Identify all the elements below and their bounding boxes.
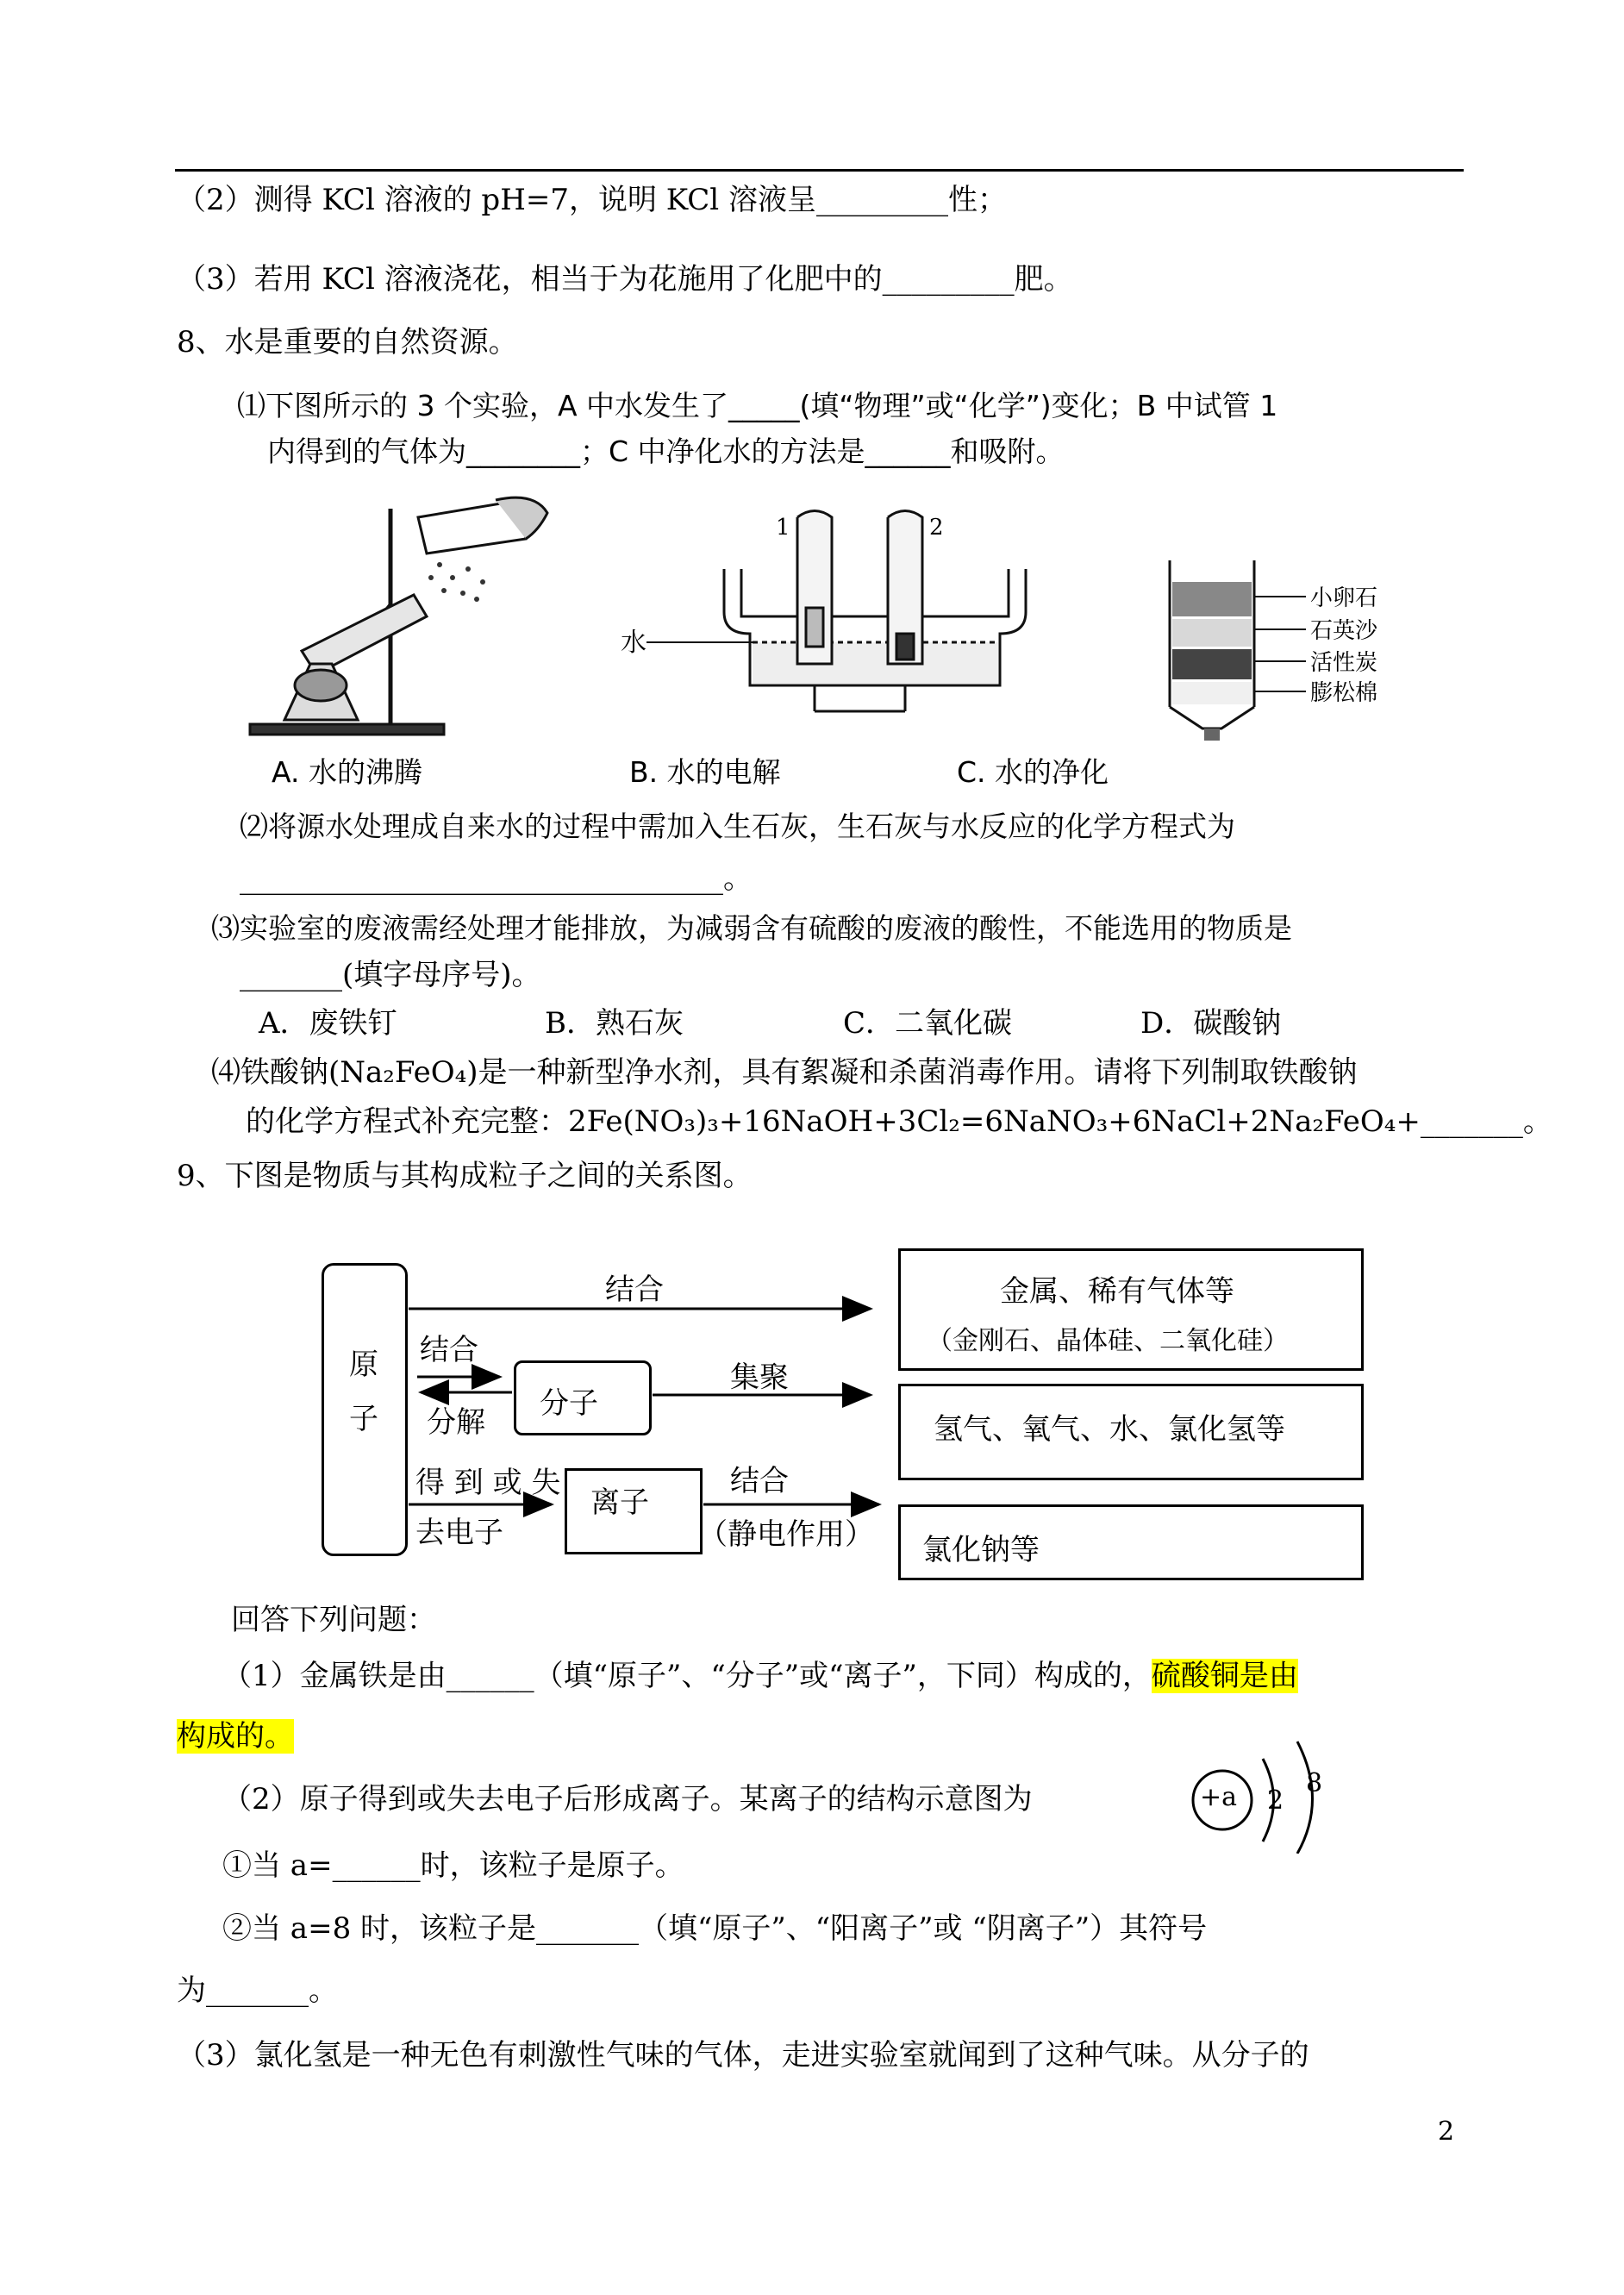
q9-a3: （3）氯化氢是一种无色有刺激性气味的气体，走进实验室就闻到了这种气味。从分子的 — [177, 2038, 1309, 2073]
label-decompose: 分解 — [427, 1405, 485, 1440]
q9-a1-line1 — [222, 1660, 1298, 1693]
q8-part3-line2: _______(填字母序号)。 — [240, 958, 541, 992]
ion-label: 离子 — [590, 1485, 649, 1520]
option-d: D．碳酸钠 — [1140, 1006, 1282, 1041]
option-b: B．熟石灰 — [545, 1006, 684, 1041]
q7-part2: （2）测得 KCl 溶液的 pH=7，说明 KCl 溶液呈_________性； — [177, 183, 1007, 217]
filter-label-cotton: 膨松棉 — [1310, 680, 1378, 706]
q9-a1-line2 — [177, 1720, 294, 1754]
q8-part2-line2: _________________________________。 — [240, 861, 753, 896]
label-combine-top: 结合 — [605, 1273, 664, 1307]
water-label: 水 — [621, 628, 646, 658]
q8-part2-line1: ⑵将源水处理成自来水的过程中需加入生石灰，生石灰与水反应的化学方程式为 — [240, 810, 1235, 843]
ion-shell-1-count: 2 — [1267, 1785, 1284, 1816]
caption-c: C. 水的净化 — [957, 755, 1109, 789]
q8-part4-line2: 的化学方程式补充完整：2Fe(NO₃)₃+16NaOH+3Cl₂=6NaNO₃+6NaCl+2Na₂FeO₄+_______。 — [246, 1104, 1552, 1139]
caption-b: B. 水的电解 — [629, 755, 781, 789]
ion-shell-2-count: 8 — [1306, 1768, 1323, 1798]
q8-part4-line1: ⑷铁酸钠(Na₂FeO₄)是一种新型净水剂，具有絮凝和杀菌消毒作用。请将下列制取铁酸钠 — [211, 1055, 1358, 1090]
caption-a: A. 水的沸腾 — [272, 755, 422, 789]
filter-label-sand: 石英沙 — [1310, 618, 1378, 644]
label-combine-mid: 结合 — [420, 1333, 478, 1367]
ion-nucleus-label: +a — [1200, 1782, 1238, 1812]
q8-part3-line1: ⑶实验室的废液需经处理才能排放，为减弱含有硫酸的废液的酸性，不能选用的物质是 — [211, 911, 1292, 945]
q9-a1-highlight-1: 硫酸铜是由 — [1151, 1659, 1298, 1693]
label-combine-bottom: 结合 — [730, 1464, 789, 1498]
q9-answer-intro: 回答下列问题： — [231, 1603, 436, 1637]
tube1-label: 1 — [776, 515, 790, 541]
filter-label-pebbles: 小卵石 — [1310, 585, 1378, 611]
substance-box-2-label: 氢气、氧气、水、氯化氢等 — [934, 1412, 1285, 1447]
q9-a2: （2）原子得到或失去电子后形成离子。某离子的结构示意图为 — [222, 1782, 1033, 1817]
q7-part3: （3）若用 KCl 溶液浇花，相当于为花施用了化肥中的_________肥。 — [177, 262, 1073, 297]
label-gather: 集聚 — [730, 1360, 789, 1395]
atom-char-1: 原 — [349, 1348, 378, 1382]
substance-box-1-line1: 金属、稀有气体等 — [1000, 1274, 1234, 1309]
page-number: 2 — [1438, 2117, 1455, 2147]
q9-a2-2-line2: 为_______。 — [177, 1973, 338, 2008]
option-c: C．二氧化碳 — [843, 1006, 1013, 1041]
option-a: A．废铁钉 — [259, 1006, 397, 1041]
molecule-label: 分子 — [540, 1386, 598, 1421]
filter-label-carbon: 活性炭 — [1310, 650, 1378, 676]
substance-box-3-label: 氯化钠等 — [922, 1533, 1040, 1567]
atom-char-2: 子 — [349, 1402, 378, 1436]
q9-title: 9、下图是物质与其构成粒子之间的关系图。 — [177, 1159, 753, 1193]
q9-a1-text: （1）金属铁是由______（填“原子”、“分子”或“离子”，下同）构成的， — [222, 1659, 1152, 1693]
q9-a2-2-line1: ②当 a=8 时，该粒子是_______（填“原子”、“阳离子”或 “阴离子”）其符号 — [222, 1911, 1208, 1946]
q8-title: 8、水是重要的自然资源。 — [177, 325, 518, 360]
q9-a1-highlight-2: 构成的。 — [177, 1719, 294, 1754]
q9-a2-1: ①当 a=______时，该粒子是原子。 — [222, 1848, 684, 1883]
tube2-label: 2 — [929, 515, 944, 541]
substance-box-1-line2: （金刚石、晶体硅、二氧化硅） — [927, 1326, 1289, 1356]
q8-part1-line1: ⑴下图所示的 3 个实验，A 中水发生了_____(填“物理”或“化学”)变化；B 中试管 1 — [237, 389, 1278, 422]
label-gain-lose-2: 去电子 — [415, 1516, 503, 1550]
q8-part1-line2: 内得到的气体为________；C 中净化水的方法是______和吸附。 — [267, 435, 1065, 468]
label-gain-lose-1: 得 到 或 失 — [415, 1466, 561, 1500]
label-electrostatic: （静电作用） — [698, 1517, 874, 1552]
